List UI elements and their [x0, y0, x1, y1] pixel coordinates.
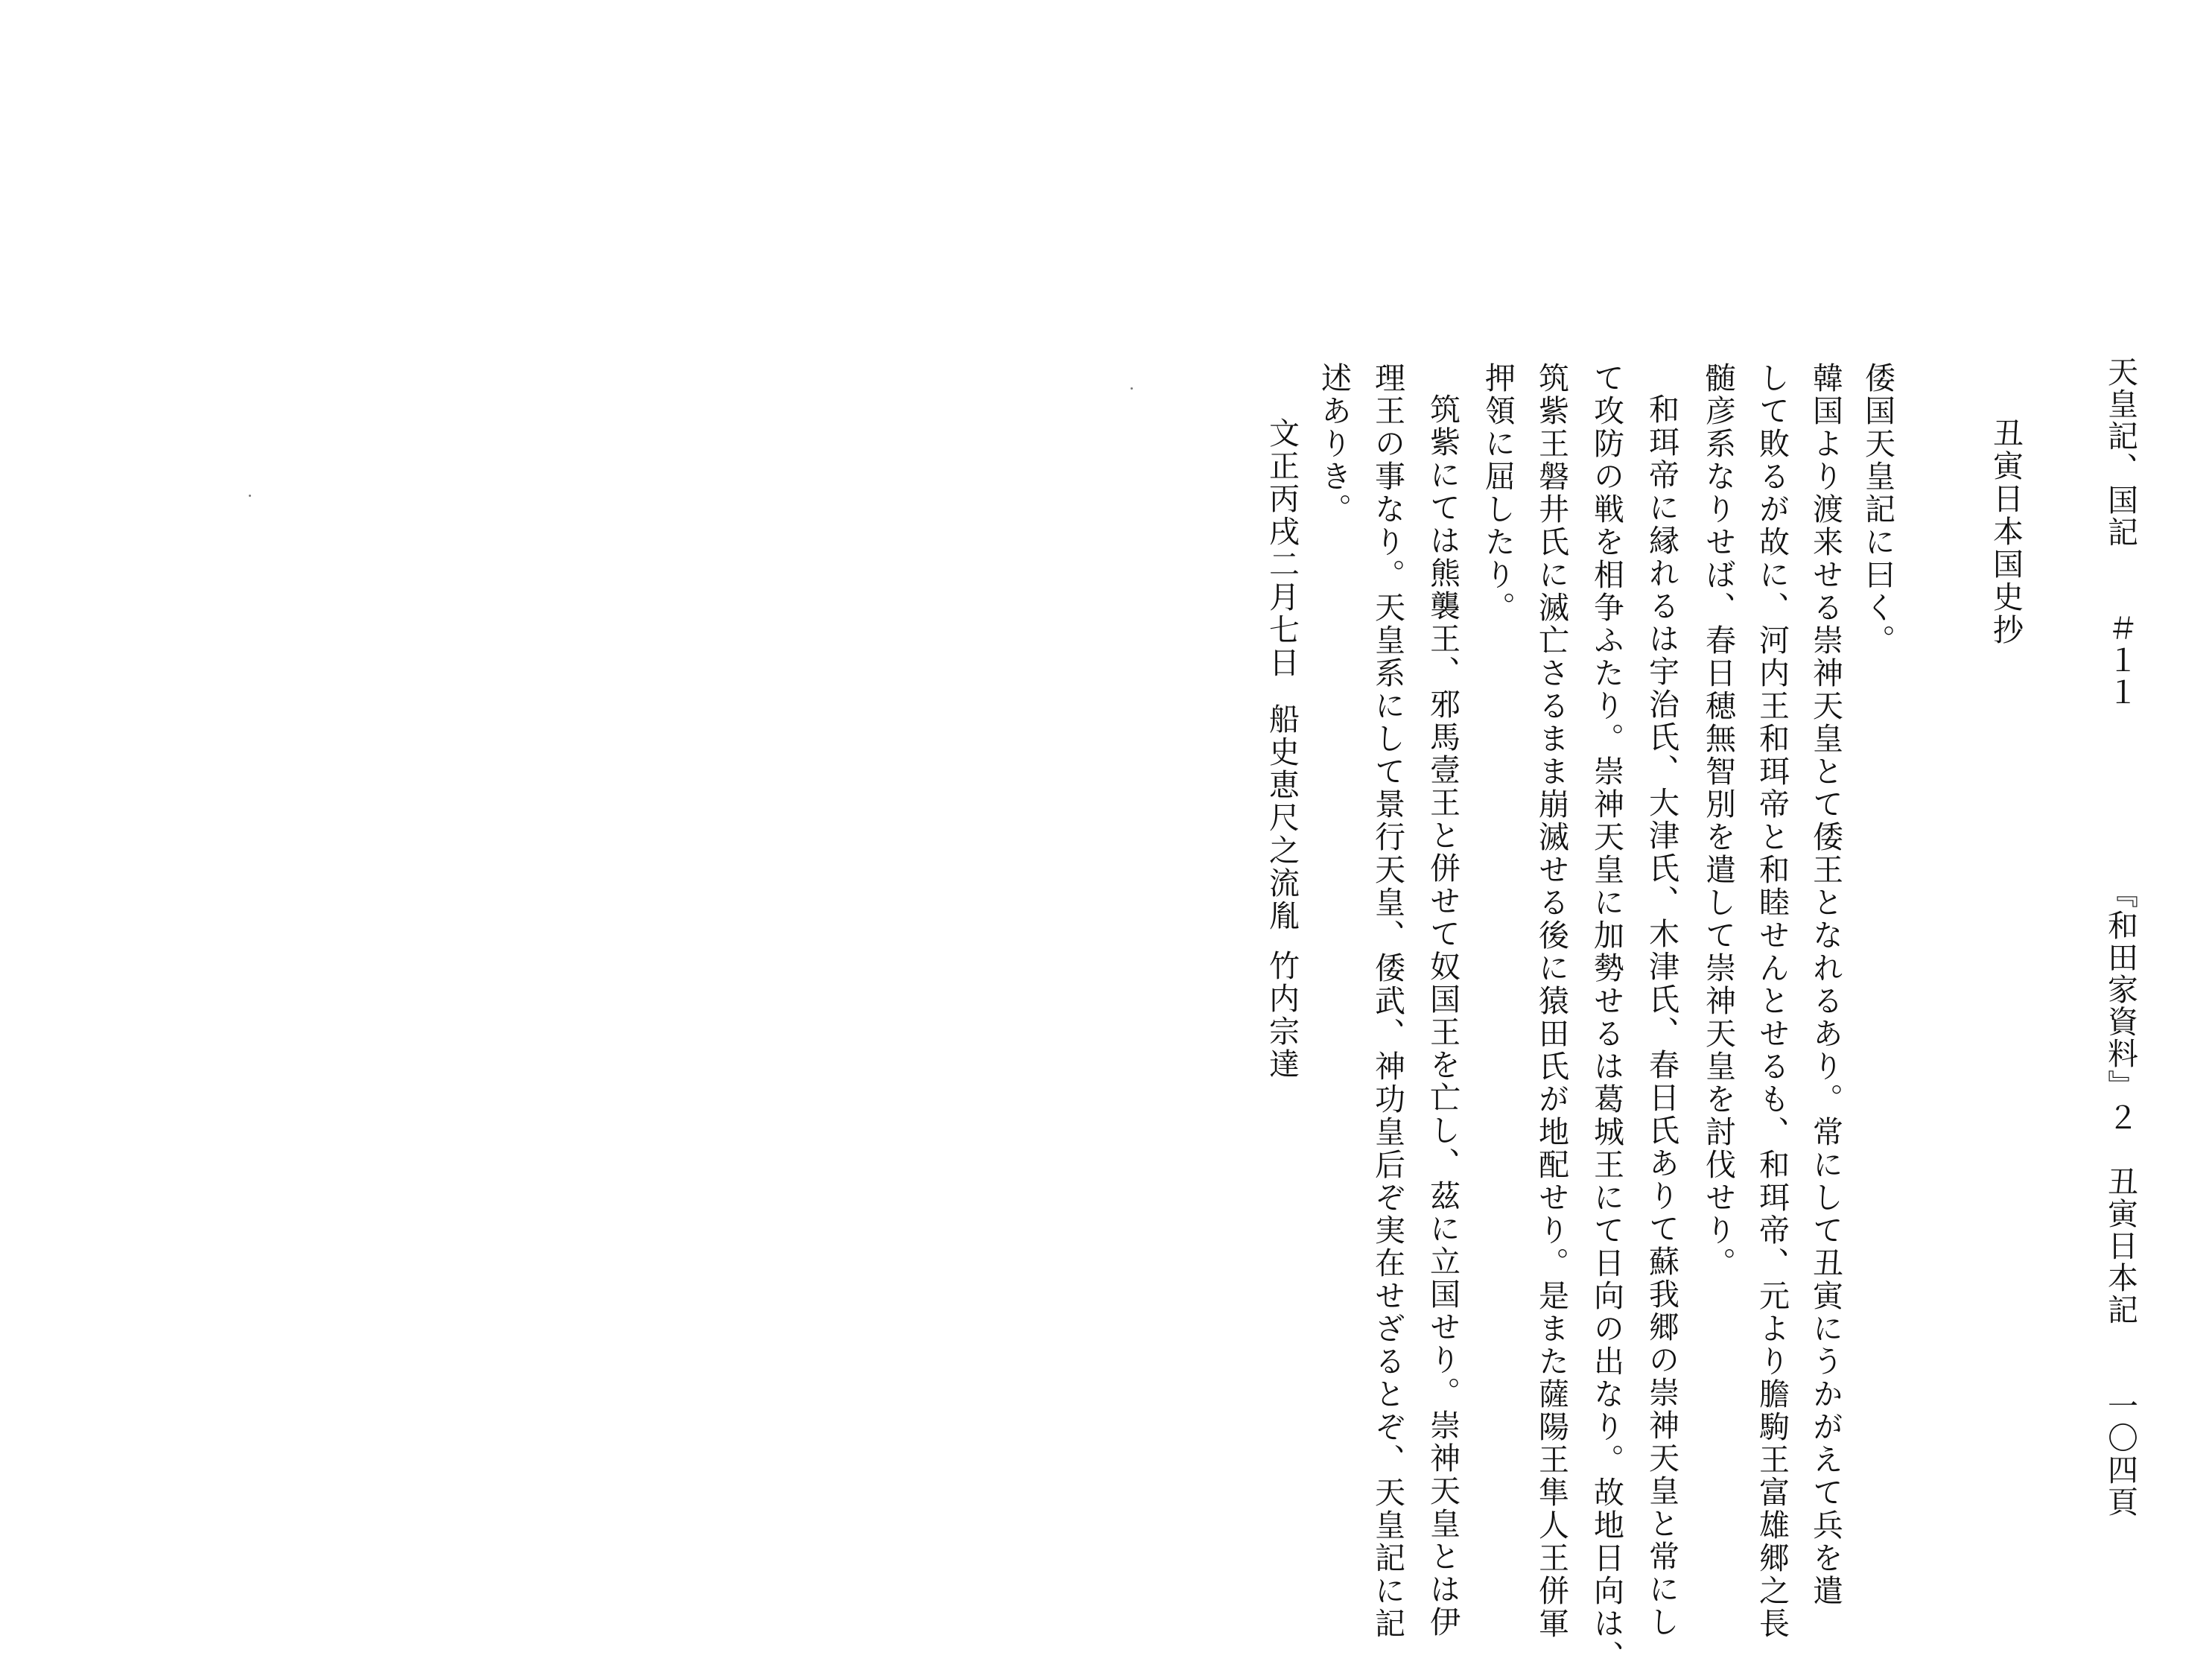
- body-line-7: 筑紫王磐井氏に滅亡さるまま崩滅せる後に猿田氏が地配せり。是また薩陽王隼人王併軍: [1534, 362, 1569, 1640]
- body-line-6: て攻防の戦を相争ふたり。崇神天皇に加勢せるは葛城王にて日向の出なり。故地日向は、: [1589, 362, 1624, 1673]
- body-line-4: 髄彦系なりせば、春日穂無智別を遣して崇神天皇を討伐せり。: [1700, 362, 1736, 1280]
- body-line-9: 筑紫にては熊襲王、邪馬壹王と併せて奴国王を亡し、茲に立国せり。崇神天皇とは伊: [1425, 393, 1461, 1639]
- body-line-5: 和珥帝に縁れるは宇治氏、大津氏、木津氏、春日氏ありて蘇我郷の崇神天皇と常にし: [1644, 393, 1679, 1639]
- colophon-scribe: 竹内宗達: [1264, 950, 1300, 1081]
- header-source: 『和田家資料』２ 丑寅日本記 一〇四頁: [2103, 877, 2138, 1518]
- body-line-1: 倭国天皇記に曰く。: [1860, 362, 1895, 657]
- body-line-11: 述ありき。: [1316, 362, 1352, 526]
- body-line-10: 理王の事なり。天皇系にして景行天皇、倭武、神功皇后ぞ実在せざるとぞ、天皇記に記: [1370, 362, 1405, 1640]
- colophon-author: 船史恵尺之流胤: [1264, 703, 1300, 933]
- body-line-3: して敗るが故に、河内王和珥帝と和睦せんとせるも、和珥帝、元より膽駒王富雄郷之長: [1754, 362, 1790, 1640]
- document-title: 丑寅日本国史抄: [1988, 417, 2024, 647]
- body-line-8: 押領に屈したり。: [1480, 362, 1516, 624]
- scan-speck: [249, 495, 251, 497]
- body-line-2: 韓国より渡来せる崇神天皇とて倭王となれるあり。常にして丑寅にうかがえて兵を遣: [1808, 362, 1843, 1607]
- colophon-date: 文正丙戌二月七日: [1264, 417, 1300, 679]
- header-section: 天皇記、国記 ＃１１: [2103, 356, 2138, 708]
- scan-speck: [1131, 387, 1133, 390]
